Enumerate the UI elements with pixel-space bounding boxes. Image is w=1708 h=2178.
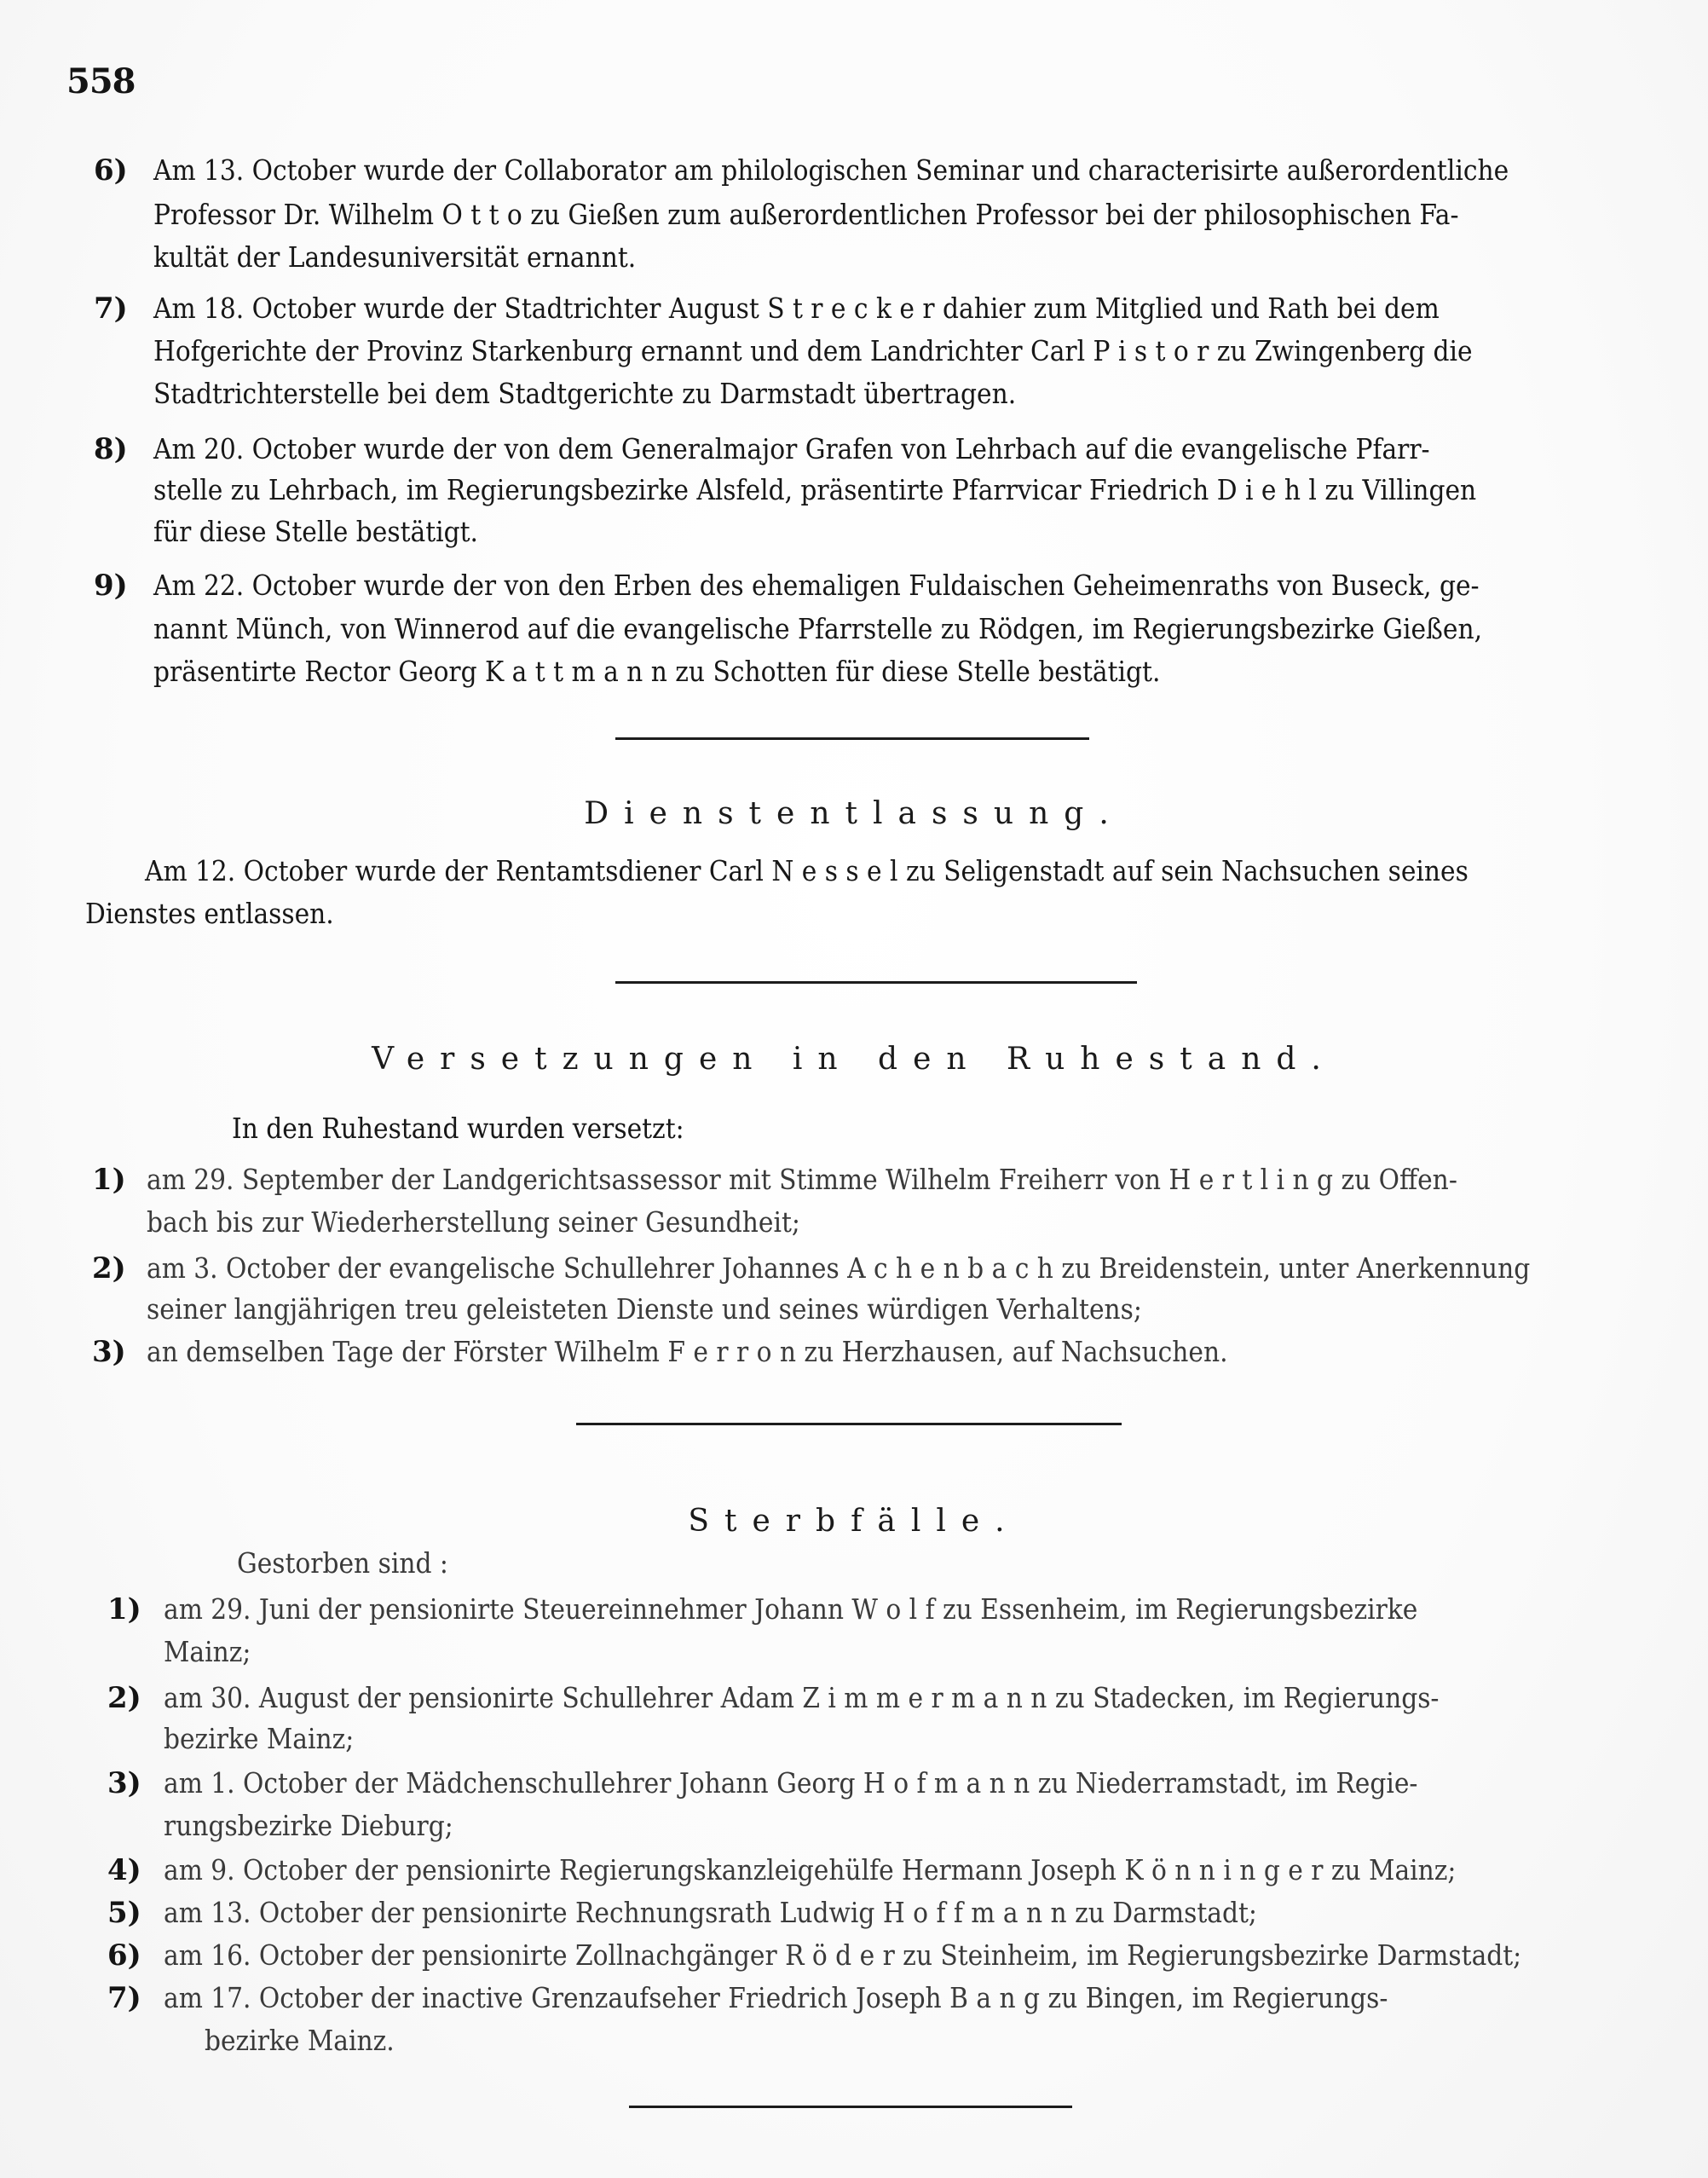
item-number: 1) (107, 1592, 141, 1626)
item-number: 1) (92, 1163, 126, 1197)
item-line: Am 13. October wurde der Collaborator am philologischen Seminar und characterisirte außerordentliche (153, 153, 1509, 187)
section-divider (615, 737, 1089, 740)
item-line: Am 18. October wurde der Stadtrichter August S t r e c k e r dahier zum Mitglied und Rath bei dem (153, 292, 1440, 325)
item-number: 4) (107, 1853, 141, 1887)
item-line: stelle zu Lehrbach, im Regierungsbezirke Alsfeld, präsentirte Pfarrvicar Friedrich D i e h l zu Villingen (153, 473, 1477, 506)
item-line: am 29. September der Landgerichtsassessor mit Stimme Wilhelm Freiherr von H e r t l i n g zu Offen- (147, 1163, 1457, 1196)
item-number: 6) (94, 153, 128, 188)
item-line: bezirke Mainz; (164, 1722, 355, 1755)
section-intro: In den Ruhestand wurden versetzt: (232, 1112, 684, 1145)
section-heading: Versetzungen in den Ruhestand. (372, 1042, 1336, 1077)
item-line: Am 22. October wurde der von den Erben des ehemaligen Fuldaischen Geheimenraths von Buseck, ge- (153, 569, 1480, 602)
item-line: Hofgerichte der Provinz Starkenburg ernannt und dem Landrichter Carl P i s t o r zu Zwingenberg die (153, 334, 1473, 367)
item-line: für diese Stelle bestätigt. (153, 515, 478, 548)
section-intro: Gestorben sind : (237, 1546, 448, 1580)
item-number: 3) (92, 1335, 126, 1369)
item-number: 3) (107, 1766, 141, 1800)
item-line: präsentirte Rector Georg K a t t m a n n zu Schotten für diese Stelle bestätigt. (153, 655, 1161, 688)
item-number: 2) (92, 1251, 126, 1285)
item-line: am 1. October der Mädchenschullehrer Johann Georg H o f m a n n zu Niederramstadt, im Regie- (164, 1766, 1418, 1800)
item-line: an demselben Tage der Förster Wilhelm F e r r o n zu Herzhausen, auf Nachsuchen. (147, 1335, 1228, 1368)
item-line: Am 20. October wurde der von dem Generalmajor Grafen von Lehrbach auf die evangelische Pfarr- (153, 432, 1430, 465)
item-line: seiner langjährigen treu geleisteten Dienste und seines würdigen Verhaltens; (147, 1292, 1142, 1326)
item-line: am 9. October der pensionirte Regierungskanzleigehülfe Hermann Joseph K ö n n i n g e r zu Mainz; (164, 1853, 1457, 1886)
item-number: 6) (107, 1938, 141, 1973)
item-line: am 17. October der inactive Grenzaufseher Friedrich Joseph B a n g zu Bingen, im Regierungs- (164, 1981, 1388, 2014)
item-line: Professor Dr. Wilhelm O t t o zu Gießen zum außerordentlichen Professor bei der philosophischen Fa- (153, 198, 1459, 231)
item-line: am 13. October der pensionirte Rechnungsrath Ludwig H o f f m a n n zu Darmstadt; (164, 1896, 1257, 1929)
item-line: am 3. October der evangelische Schullehrer Johannes A c h e n b a c h zu Breidenstein, unter Anerkennung (147, 1251, 1531, 1285)
page-number: 558 (66, 61, 136, 101)
item-line: am 16. October der pensionirte Zollnachgänger R ö d e r zu Steinheim, im Regierungsbezirke Darmstadt; (164, 1938, 1522, 1972)
item-line: bezirke Mainz. (205, 2024, 395, 2057)
item-line: nannt Münch, von Winnerod auf die evangelische Pfarrstelle zu Rödgen, im Regierungsbezirke Gießen, (153, 612, 1482, 645)
item-number: 8) (94, 432, 128, 466)
section-line: Dienstes entlassen. (85, 897, 334, 930)
item-number: 5) (107, 1896, 141, 1930)
item-line: bach bis zur Wiederherstellung seiner Gesundheit; (147, 1205, 800, 1239)
section-heading: Sterbfälle. (688, 1504, 1020, 1539)
item-number: 7) (107, 1981, 141, 2015)
item-line: am 29. Juni der pensionirte Steuereinnehmer Johann W o l f zu Essenheim, im Regierungsbezirke (164, 1592, 1418, 1626)
item-line: rungsbezirke Dieburg; (164, 1809, 453, 1842)
section-heading: Dienstentlassung. (584, 796, 1124, 831)
section-divider (629, 2106, 1072, 2108)
item-number: 7) (94, 292, 128, 326)
item-line: Stadtrichterstelle bei dem Stadtgerichte zu Darmstadt übertragen. (153, 377, 1017, 410)
item-number: 2) (107, 1681, 141, 1715)
section-divider (615, 981, 1137, 984)
section-line: Am 12. October wurde der Rentamtsdiener Carl N e s s e l zu Seligenstadt auf sein Nachsuchen seines (145, 854, 1469, 887)
item-number: 9) (94, 569, 128, 603)
item-line: kultät der Landesuniversität ernannt. (153, 240, 637, 274)
item-line: am 30. August der pensionirte Schullehrer Adam Z i m m e r m a n n zu Stadecken, im Regierungs- (164, 1681, 1440, 1714)
item-line: Mainz; (164, 1635, 251, 1668)
section-divider (576, 1423, 1122, 1425)
